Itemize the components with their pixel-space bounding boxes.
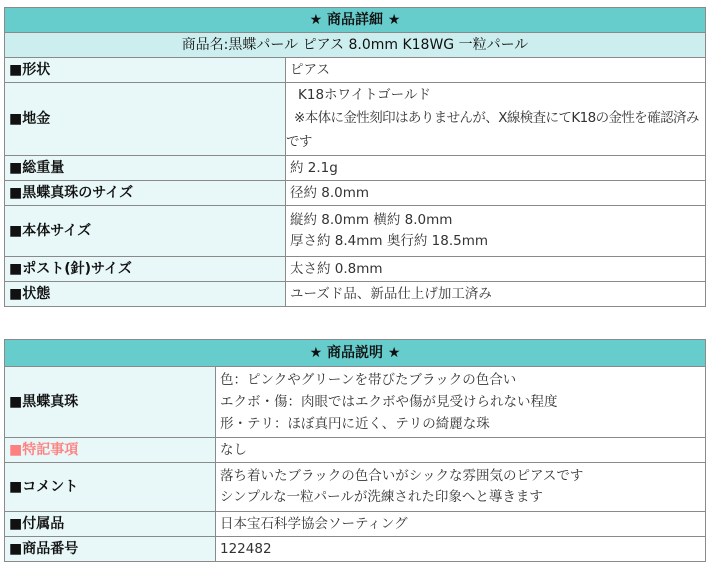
special-notes-label: ■特記事項 — [5, 438, 216, 463]
details-header: ★ 商品詳細 ★ — [5, 8, 706, 33]
comment-label: ■コメント — [5, 463, 216, 512]
metal-value: K18ホワイトゴールド ※本体に金性刻印はありませんが、X線検査にてK18の金性を確認済みです — [286, 83, 706, 156]
accessories-label: ■付属品 — [5, 512, 216, 537]
shape-value: ピアス — [286, 58, 706, 83]
pearl-size-value: 径約 8.0mm — [286, 181, 706, 206]
shape-label: ■形状 — [5, 58, 286, 83]
product-number-label: ■商品番号 — [5, 537, 216, 562]
body-size-label: ■本体サイズ — [5, 206, 286, 257]
product-name: 商品名:黒蝶パール ピアス 8.0mm K18WG 一粒パール — [5, 33, 706, 58]
metal-label: ■地金 — [5, 83, 286, 156]
accessories-value: 日本宝石科学協会ソーティング — [216, 512, 706, 537]
post-size-value: 太さ約 0.8mm — [286, 257, 706, 282]
condition-label: ■状態 — [5, 282, 286, 307]
comment-value: 落ち着いたブラックの色合いがシックな雰囲気のピアスです シンプルな一粒パールが洗練された印象へと導きます — [216, 463, 706, 512]
total-weight-value: 約 2.1g — [286, 156, 706, 181]
product-description-table — [4, 339, 706, 562]
black-pearl-value: 色：ピンクやグリーンを帯びたブラックの色合い エクボ・傷：肉眼ではエクボや傷が見受けられない程度 形・テリ：ほぼ真円に近く、テリの綺麗な珠 — [216, 367, 706, 438]
special-notes-value: なし — [216, 438, 706, 463]
total-weight-label: ■総重量 — [5, 156, 286, 181]
pearl-size-label: ■黒蝶真珠のサイズ — [5, 181, 286, 206]
product-number-value: 122482 — [216, 537, 706, 562]
body-size-value: 縦約 8.0mm 横約 8.0mm 厚さ約 8.4mm 奥行約 18.5mm — [286, 206, 706, 257]
description-header: ★ 商品説明 ★ — [5, 340, 706, 367]
product-details-table — [4, 7, 706, 307]
black-pearl-label: ■黒蝶真珠 — [5, 367, 216, 438]
condition-value: ユーズド品、新品仕上げ加工済み — [286, 282, 706, 307]
post-size-label: ■ポスト(針)サイズ — [5, 257, 286, 282]
